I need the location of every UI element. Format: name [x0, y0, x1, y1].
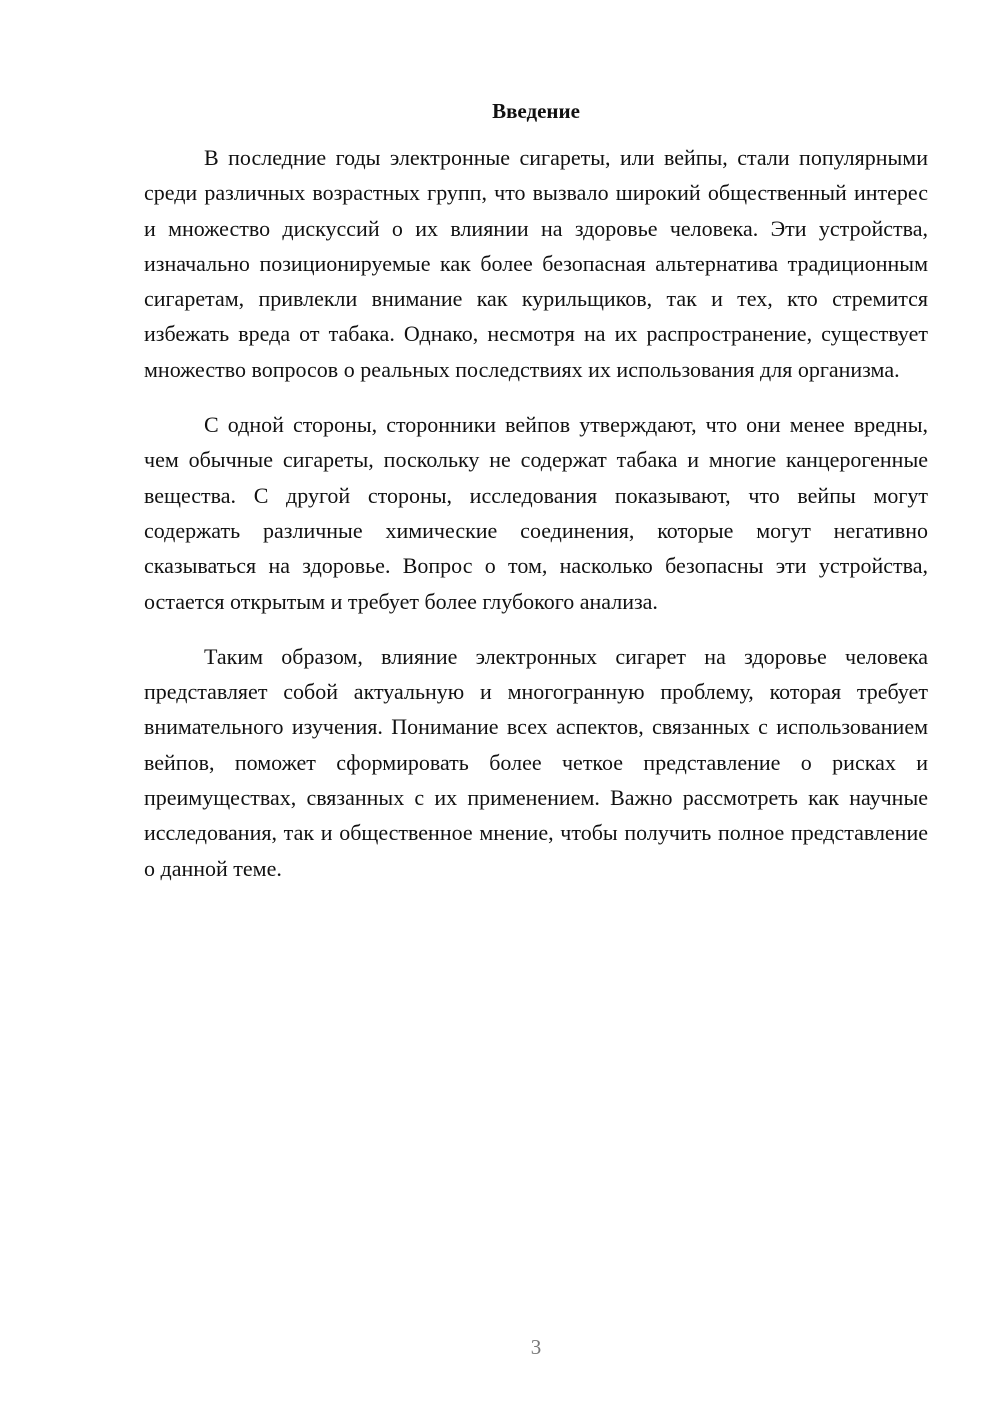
page-number: 3: [530, 1335, 542, 1359]
section-heading: Введение: [492, 99, 580, 123]
paragraph-3: Таким образом, влияние электронных сигарет на здоровье человека представляет собой актуальную и многогранную проблему, которая требует внимательного изучения. Понимание всех аспектов, связанных с использованием вейпов, поможет сформировать более четкое представление о рисках и преимуществах, связанных с их применением. Важно рассмотреть как научные исследования, так и общественное мнение, чтобы получить полное представление о данной теме.: [144, 643, 928, 881]
paragraph-2: С одной стороны, сторонники вейпов утверждают, что они менее вредны, чем обычные сигареты, поскольку не содержат табака и многие канцерогенные вещества. С другой стороны, исследования показывают, что вейпы могут содержать различные химические соединения, которые могут негативно сказываться на здоровье. Вопрос о том, насколько безопасны эти устройства, остается открытым и требует более глубокого анализа.: [144, 412, 928, 614]
body-text: [144, 140, 928, 906]
paragraph-1: В последние годы электронные сигареты, или вейпы, стали популярными среди различных возрастных групп, что вызвало широкий общественный интерес и множество дискуссий о их влиянии на здоровье человека. Эти устройства, изначально позиционируемые как более безопасная альтернатива традиционным сигаретам, привлекли внимание как курильщиков, так и тех, кто стремится избежать вреда от табака. Однако, несмотря на их распространение, существует множество вопросов о реальных последствиях их использования для организма.: [144, 145, 928, 382]
